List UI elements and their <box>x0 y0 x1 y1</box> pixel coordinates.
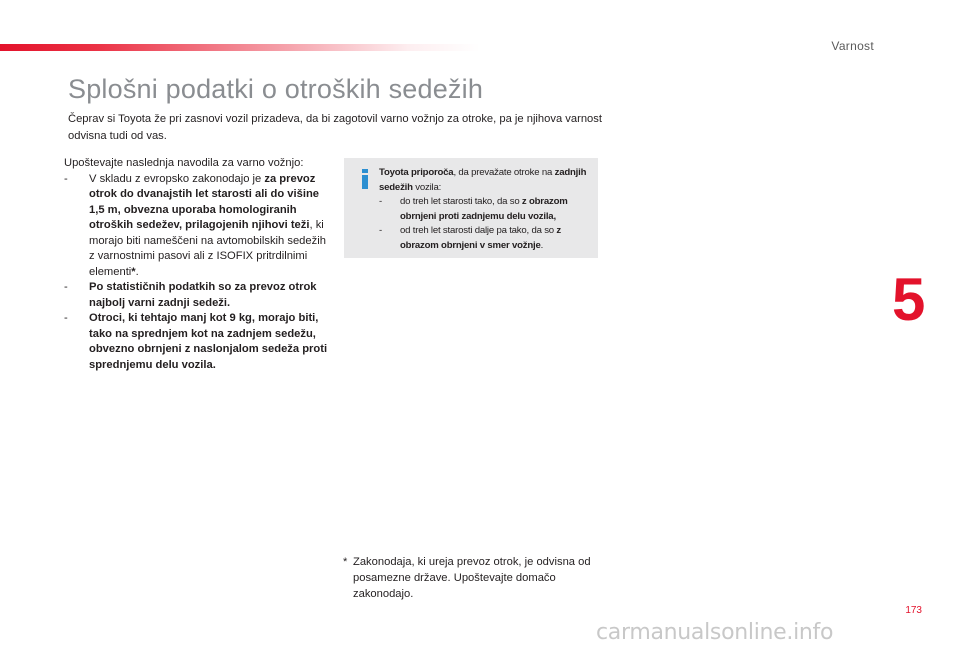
list-item <box>379 224 593 253</box>
info-text-part: od treh let starosti dalje pa tako, da so <box>400 225 557 236</box>
info-bold-text: z obrazom obrnjeni proti zadnjemu delu vozila, <box>400 196 568 222</box>
info-bold-text: z obrazom obrnjeni v smer vožnje <box>400 225 561 251</box>
info-text-part: , da prevažate otroke na <box>453 167 555 178</box>
page-title: Splošni podatki o otroških sedežih <box>68 74 484 104</box>
info-text <box>379 166 593 253</box>
list-item <box>64 172 332 281</box>
list-dash: - <box>379 225 382 236</box>
guidelines-column <box>64 156 332 373</box>
info-bold-text: Toyota priporoča <box>379 167 454 178</box>
list-dash: - <box>64 312 68 324</box>
list-dash: - <box>64 281 68 293</box>
intro-paragraph: Čeprav si Toyota že pri zasnovi vozil prizadeva, da bi zagotovil varno vožnjo za otroke, pa je njihova varnost odvisna tudi od vas. <box>68 113 602 142</box>
guidelines-lead: Upoštevajte naslednja navodila za varno vožnjo: <box>64 157 304 169</box>
info-icon <box>358 169 372 187</box>
chapter-number: 5 <box>892 266 926 333</box>
footnote-marker: * <box>131 265 136 278</box>
item-bold-text: za prevoz otrok do dvanajstih let starosti ali do višine 1,5 m, obvezna uporaba homologiranih otroških sedežev, prilagojenih njihovi teži <box>89 172 320 231</box>
list-dash: - <box>379 196 382 207</box>
page-number: 173 <box>905 605 922 616</box>
list-item <box>64 311 332 373</box>
footnote-text: Zakonodaja, ki ureja prevoz otrok, je odvisna od posamezne države. Upoštevajte domačo zakonodajo. <box>353 556 591 600</box>
item-text: V skladu z evropsko zakonodajo je <box>89 172 265 185</box>
info-bold-text: zadnjih sedežih <box>379 167 587 193</box>
info-text-part: vozila: <box>412 181 442 193</box>
info-lead <box>379 166 593 195</box>
item-bold-text: Po statističnih podatkih so za prevoz otrok najbolj varni zadnji sedeži. <box>89 281 317 309</box>
info-text-part: . <box>540 239 544 251</box>
item-text: , ki morajo biti nameščeni na avtomobilskih sedežih z varnostnimi pasovi ali z ISOFIX pritrdilnimi elementi <box>89 219 326 278</box>
section-label: Varnost <box>831 39 874 53</box>
item-text: . <box>135 265 139 278</box>
list-item <box>379 195 593 224</box>
info-text-part: do treh let starosti tako, da so <box>400 196 522 207</box>
watermark: carmanualsonline.info <box>596 620 834 645</box>
item-bold-text: Otroci, ki tehtajo manj kot 9 kg, morajo biti, tako na sprednjem kot na zadnjem sedežu, obvezno obrnjeni z naslonjalom sedeža proti sprednjemu delu vozila. <box>89 312 328 371</box>
recommendation-info-box <box>344 158 598 258</box>
list-dash: - <box>64 172 68 185</box>
list-item <box>64 280 332 311</box>
footnote <box>343 554 608 602</box>
footnote-marker: * <box>343 556 348 568</box>
header-accent-bar <box>0 44 480 51</box>
